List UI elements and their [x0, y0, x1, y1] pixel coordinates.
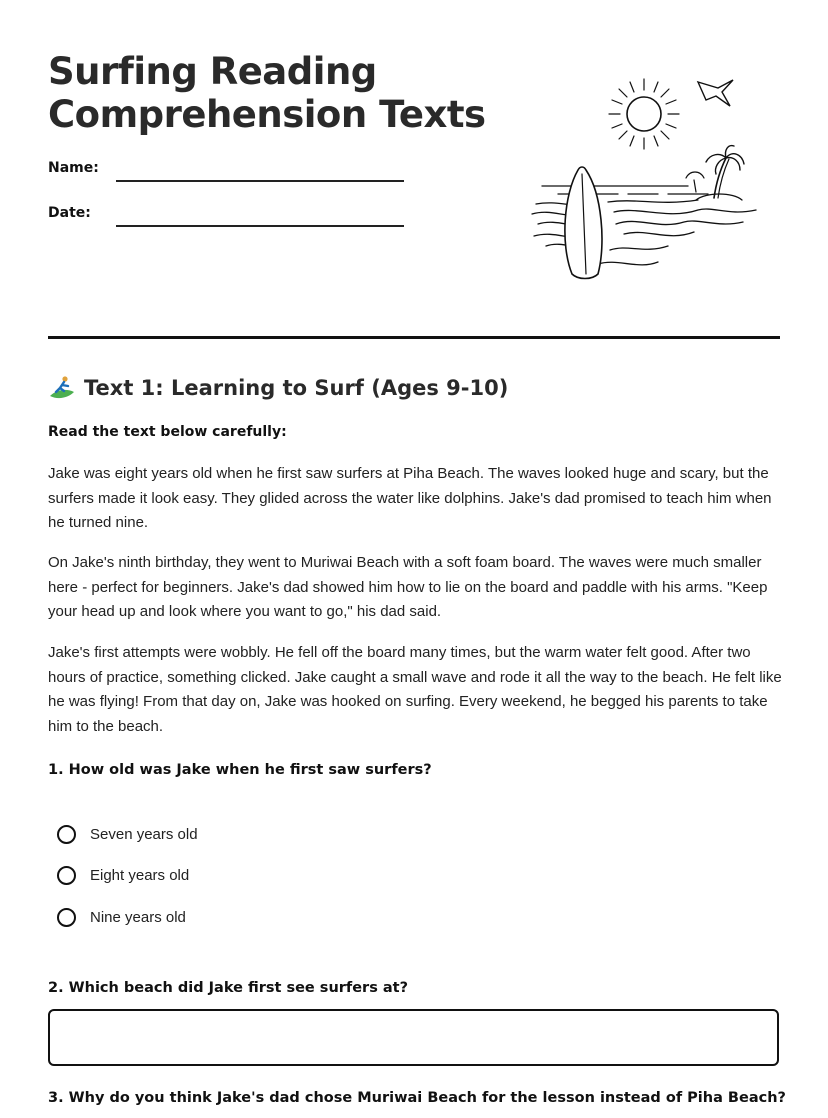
radio-button[interactable] — [57, 866, 76, 885]
radio-button[interactable] — [57, 825, 76, 844]
title-line-2: Comprehension Texts — [48, 93, 486, 136]
option-label: Seven years old — [90, 826, 198, 843]
question-1: 1. How old was Jake when he first saw surfers? — [48, 762, 432, 778]
option-label: Nine years old — [90, 909, 186, 926]
answer-box-question-2[interactable] — [48, 1009, 779, 1066]
surfer-icon — [48, 374, 76, 402]
option-nine-years[interactable] — [57, 908, 186, 927]
worksheet-title — [48, 50, 486, 136]
radio-button[interactable] — [57, 908, 76, 927]
question-2: 2. Which beach did Jake first see surfers at? — [48, 980, 409, 996]
reading-instructions: Read the text below carefully: — [48, 424, 287, 440]
beach-surfboard-illustration — [528, 74, 764, 284]
date-field[interactable] — [116, 225, 404, 227]
option-label: Eight years old — [90, 867, 190, 884]
paragraph-1: Jake was eight years old when he first saw surfers at Piha Beach. The waves looked huge and scary, but the surfers made it look easy. They glided across the water like dolphins. Jake's dad promised to teach him when he turned nine. — [48, 465, 772, 531]
paragraph-2: On Jake's ninth birthday, they went to Muriwai Beach with a soft foam board. The waves were much smaller here - perfect for beginners. Jake's dad showed him how to lie on the board and paddle with his arms. "Keep your head up and look where you want to go," his dad said. — [48, 554, 768, 620]
section-divider — [48, 336, 780, 339]
question-3: 3. Why do you think Jake's dad chose Muriwai Beach for the lesson instead of Piha Beach? — [48, 1090, 786, 1106]
name-label: Name: — [48, 160, 99, 176]
date-label: Date: — [48, 205, 91, 221]
text1-heading — [48, 374, 508, 402]
name-field[interactable] — [116, 180, 404, 182]
paragraph-3: Jake's first attempts were wobbly. He fell off the board many times, but the warm water felt good. After two hours of practice, something clicked. Jake caught a small wave and rode it all the way to the beach. He felt like he was flying! From that day on, Jake was hooked on surfing. Every weekend, he begged his parents to take him to the beach. — [48, 644, 782, 735]
option-eight-years[interactable] — [57, 866, 189, 885]
option-seven-years[interactable] — [57, 825, 198, 844]
text1-heading-label: Text 1: Learning to Surf (Ages 9-10) — [84, 376, 509, 400]
title-line-1: Surfing Reading — [48, 50, 377, 93]
